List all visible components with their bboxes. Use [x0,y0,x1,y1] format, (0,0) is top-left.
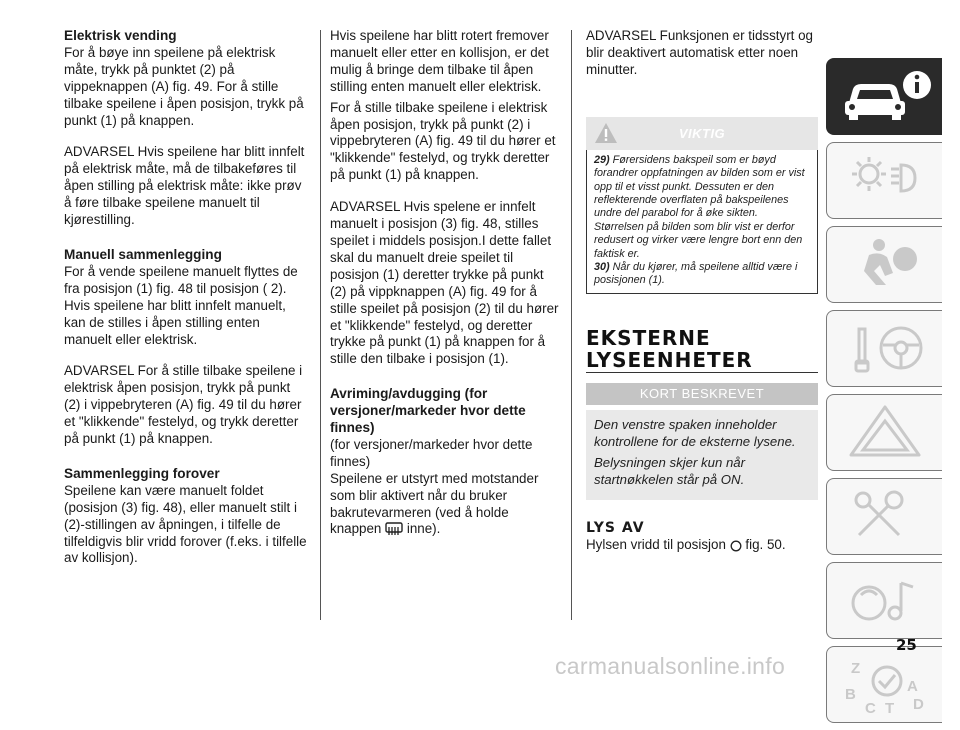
heading-elektrisk-vending: Elektrisk vending [64,28,177,43]
tab-key-steering[interactable] [826,310,942,387]
heading-sammenlegging-forover: Sammenlegging forover [64,465,220,481]
index-letter-c: C [865,700,876,715]
paragraph: For å stille tilbake speilene i elektrisk åpen posisjon, trykk på punkt (2) i vippebryteren (A) fig. 49 til du hører et "klikkende" festelyd, og trykk deretter på punkt (1) på knappen. [330,99,556,183]
tab-index[interactable] [826,646,942,723]
paragraph-text: inne). [406,521,441,537]
index-letter-d: D [913,696,924,713]
note-29: 29) Førersidens bakspeil som er bøyd forandrer oppfatningen av bilden som er vist opp til et visst punkt. Dessuten er den reflekterende overflaten på bakspeilenes undre del parabol for å øke sikten. Størrelsen på bilden som blir vist er derfor redusert og virker være lengre bort enn den faktisk er. [594,153,805,260]
index-letter-b: B [845,686,856,703]
section-rule [586,372,818,373]
warning-paragraph: ADVARSEL Funksjonen er tidsstyrt og blir deaktivert automatisk etter noen minutter. [586,28,813,77]
paragraph: For å vende speilene manuelt flyttes de fra posisjon (1) fig. 48 til posisjon ( 2). Hvis speilene har blitt innfelt manuelt, kan de stilles i åpen stilling enten manuelt eller elektrisk. [64,263,298,347]
lys-av-heading: LYS AV [586,519,645,536]
column-divider-1 [320,30,321,620]
paragraph: Speilene kan være manuelt foldet (posisjon (3) fig. 48), eller manuelt stilt i (2)-stillingen av åpningen, i tilfelle de tilfeldigvis blir vridd forover (f.eks. i tilfelle av kollisjon). [64,482,307,566]
paragraph: Hvis speilene har blitt rotert fremover manuelt eller etter en kollisjon, er det mulig å bringe dem tilbake til åpen stilling enten manuelt eller elektrisk. [330,28,549,94]
column-divider-2 [571,30,572,620]
note-30: 30) Når du kjører, må speilene alltid være i posisjonen (1). [594,260,798,287]
tab-dashboard-lights[interactable] [826,142,942,219]
tab-multimedia[interactable] [826,562,942,639]
multimedia-icon [839,569,935,631]
index-letter-a: A [907,678,918,695]
circle-off-icon [730,540,742,557]
watermark: carmanualsonline.info [555,653,786,679]
paragraph [330,471,562,542]
key-steering-icon [839,317,935,379]
page-number: 25 [896,636,917,654]
paragraph: Hylsen vridd til posisjon fig. 50. [586,537,818,557]
rear-defrost-icon [385,522,403,541]
heading-manuell-sammenlegging: Manuell sammenlegging [64,246,222,262]
tab-warning-triangle[interactable] [826,394,942,471]
tools-maintenance-icon [839,485,935,547]
index-letter-t: T [885,700,895,715]
section-title: EKSTERNE LYSEENHETER [586,325,753,372]
tab-tools-maintenance[interactable] [826,478,942,555]
warning-triangle-icon [839,401,935,463]
dashboard-lights-icon [839,149,935,211]
paragraph-text: Speilene er utstyrt med motstander som blir aktivert når du bruker bakrutevarmeren (ved å holde knappen [330,470,539,537]
column-2 [330,28,562,556]
index-letter-z: Z [851,660,861,677]
viktig-box-body [586,150,818,294]
viktig-box-header [586,117,818,150]
column-3 [586,28,818,572]
warning-paragraph: ADVARSEL Hvis speilene har blitt innfelt på elektrisk måte, må de tilbakeføres til åpen stilling på elektrisk måte: ikke prøv å føre tilbake speilene manuelt til kjørestilling. [64,144,305,228]
chapter-tabs [826,58,942,730]
kort-beskrevet-header: KORT BESKREVET [586,383,818,405]
warning-paragraph: ADVARSEL For å stille tilbake speilene i elektrisk åpen posisjon, trykk på punkt (2) i vippebryteren (A) fig. 49 til du hører et "klikkende" festelyd, og trykk deretter på punkt (1) på knappen. [64,363,303,447]
paragraph: (for versjoner/markeder hvor dette finnes) [330,436,533,469]
heading-avriming: Avriming/avdugging (for versjoner/markeder hvor dette finnes) [330,386,526,436]
warning-paragraph: ADVARSEL Hvis spelene er innfelt manuelt i posisjon (3) fig. 48, stilles speilet i middels posisjon.I dette fallet skal du manuelt dreie speilet til posisjon (1) deretter trykke på punkt (2) på vippknappen (A) fig. 49 for å stille speilet på posisjon (2) til du hører et "klikkende" festelyd, og deretter trykke på punkt (1) på knappen for å stille den tilbake i posisjon (1). [330,199,559,367]
viktig-title: VIKTIG [678,125,726,141]
index-alphabet-icon [839,653,935,715]
airbag-safety-icon [839,233,935,295]
paragraph: For å bøye inn speilene på elektrisk måte, trykk på punktet (2) på vippeknappen (A) fig. 49. For å stille tilbake speilene i åpen posisjon, trykk på punkt (1) på knappen. [64,44,304,128]
tab-airbag-safety[interactable] [826,226,942,303]
column-1 [64,28,310,582]
car-info-icon [839,65,935,125]
tab-car-info[interactable] [826,58,942,135]
kort-beskrevet-body: Den venstre spaken inneholder kontrollene for de eksterne lysene. Belysningen skjer kun når startnøkkelen står på ON. [586,410,818,500]
